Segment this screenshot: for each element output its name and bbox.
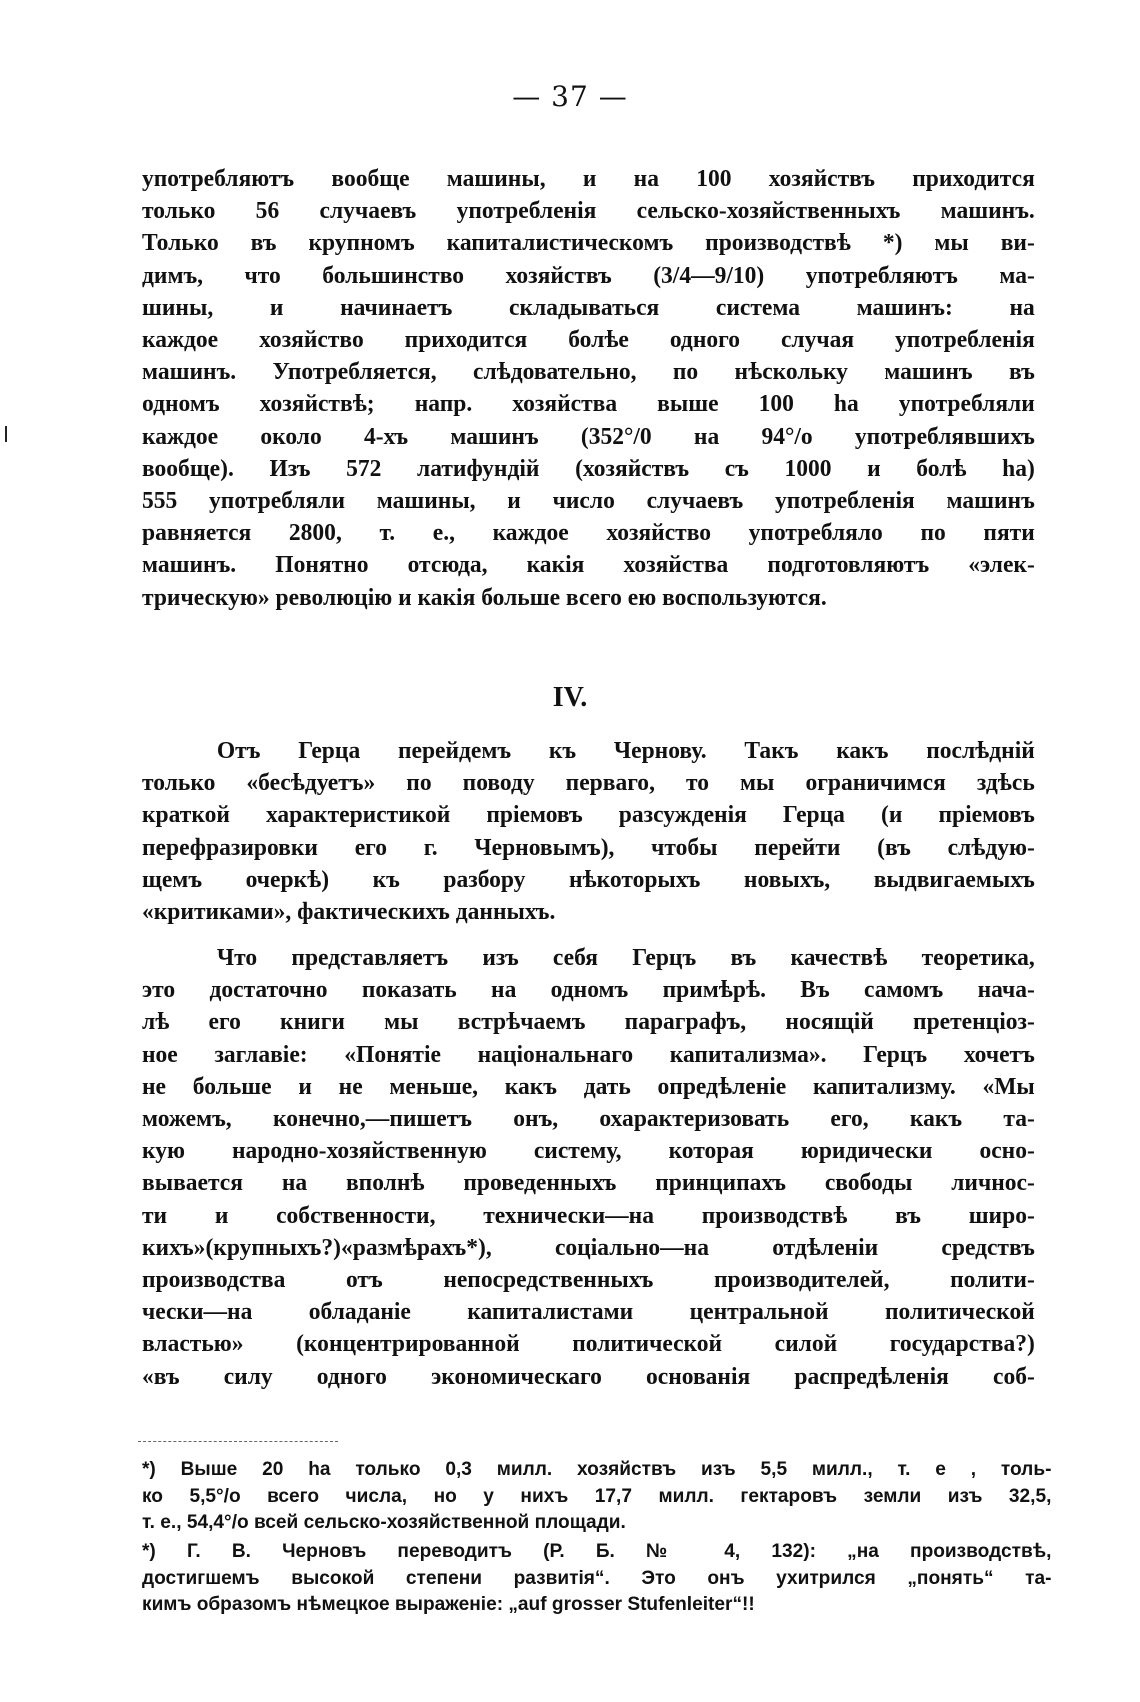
text-line: ное заглавіе: «Понятіе національнаго капитализма». Герцъ хочетъ <box>142 1040 1035 1068</box>
text-line: только «бесѣдуетъ» по поводу перваго, то мы ограничимся здѣсь <box>142 769 1035 797</box>
text-line: димъ, что большинство хозяйствъ (3/4—9/10) употребляютъ ма- <box>142 261 1035 289</box>
text-line: «въ силу одного экономическаго основанія распредѣленія соб- <box>142 1362 1035 1390</box>
text-line: «критиками», фактическихъ данныхъ. <box>142 898 556 926</box>
text-line: трическую» революцію и какія больше всего ею воспользуются. <box>142 583 827 611</box>
footnote-line: достигшемъ высокой степени развитія“. Это онъ ухитрился „понять“ та- <box>142 1566 1052 1589</box>
text-line: 555 употребляли машины, и число случаевъ употребленія машинъ <box>142 487 1035 515</box>
text-line: можемъ, конечно,—пишетъ онъ, охарактеризовать его, какъ та- <box>142 1105 1035 1133</box>
section-heading: IV. <box>552 682 588 713</box>
text-line: употребляютъ вообще машины, и на 100 хозяйствъ приходится <box>142 165 1035 192</box>
page-number: — 37 — <box>512 80 628 113</box>
text-line: это достаточно показать на одномъ примѣрѣ. Въ самомъ нача- <box>142 976 1035 1004</box>
text-line: машинъ. Понятно отсюда, какія хозяйства подготовляютъ «элек- <box>142 551 1035 579</box>
text-line: вывается на вполнѣ проведенныхъ принципахъ свободы личноc- <box>142 1169 1035 1197</box>
text-line: только 56 случаевъ употребленія сельско-хозяйственныхъ машинъ. <box>142 197 1035 225</box>
text-line: лѣ его книги мы встрѣчаемъ параграфъ, носящій претенціоз- <box>142 1008 1035 1036</box>
footnote-line: ко 5,5°/о всего числа, но у нихъ 17,7 милл. гектаровъ земли изъ 32,5, <box>142 1484 1052 1507</box>
footnote-divider <box>138 1441 338 1442</box>
text-line: равняется 2800, т. е., каждое хозяйство употребляло по пяти <box>142 519 1035 547</box>
text-line: каждое около 4-хъ машинъ (352°/0 на 94°/о употреблявшихъ <box>142 422 1035 450</box>
footnote-line: т. е., 54,4°/о всей сельско-хозяйственной площади. <box>142 1511 626 1533</box>
text-line: Только въ крупномъ капиталистическомъ производствѣ *) мы ви- <box>142 229 1035 257</box>
text-line: перефразировки его г. Черновымъ), чтобы перейти (въ слѣдую- <box>142 833 1035 861</box>
text-line: краткой характеристикой пріемовъ разсужденія Герца (и пріемовъ <box>142 801 1035 829</box>
paragraph-3 <box>142 942 1072 1393</box>
text-line: производства отъ непосредственныхъ производителей, полити- <box>142 1266 1035 1294</box>
text-line: каждое хозяйство приходится болѣе одного случая употребленія <box>142 326 1035 354</box>
text-line: шины, и начинаетъ складываться система машинъ: на <box>142 293 1035 321</box>
text-line: щемъ очеркѣ) къ разбору нѣкоторыхъ новыхъ, выдвигаемыхъ <box>142 865 1035 893</box>
text-line: вообще). Изъ 572 латифундій (хозяйствъ съ 1000 и болѣ ha) <box>142 454 1035 482</box>
text-line: машинъ. Употребляется, слѣдовательно, по нѣскольку машинъ въ <box>142 358 1035 386</box>
footnote-1 <box>142 1456 1070 1536</box>
paragraph-2 <box>142 735 1072 928</box>
text-line: Отъ Герца перейдемъ къ Чернову. Такъ какъ послѣдній <box>216 737 1035 764</box>
text-line: ти и собственности, технически—на производствѣ въ широ- <box>142 1201 1035 1229</box>
footnote-line: *) Выше 20 ha только 0,3 милл. хозяйствъ изъ 5,5 милл., т. е , толь- <box>142 1458 1052 1480</box>
text-line: не больше и не меньше, какъ дать опредѣленіе капитализму. «Мы <box>142 1072 1035 1100</box>
footnote-2 <box>142 1538 1070 1618</box>
footnote-line: кимъ образомъ нѣмецкое выраженіе: „auf grosser Stufenleiter“!! <box>142 1593 755 1615</box>
text-line: одномъ хозяйствѣ; напр. хозяйства выше 100 ha употребляли <box>142 390 1035 418</box>
footnote-line: *) Г. В. Черновъ переводитъ (Р. Б. № 4, 132): „на производствѣ, <box>142 1540 1052 1562</box>
margin-mark <box>5 426 7 442</box>
paragraph-1 <box>142 163 1072 614</box>
text-line: чески—на обладаніе капиталистами центральной политической <box>142 1298 1035 1326</box>
text-line: властью» (концентрированной политической силой государства?) <box>142 1330 1035 1358</box>
text-line: Что представляетъ изъ себя Герцъ въ качествѣ теоретика, <box>216 944 1035 971</box>
text-line: кихъ»(крупныхъ?)«размѣрахъ*), соціально—на отдѣленіи средствъ <box>142 1233 1035 1261</box>
text-line: кую народно-хозяйственную систему, которая юридически осно- <box>142 1137 1035 1165</box>
